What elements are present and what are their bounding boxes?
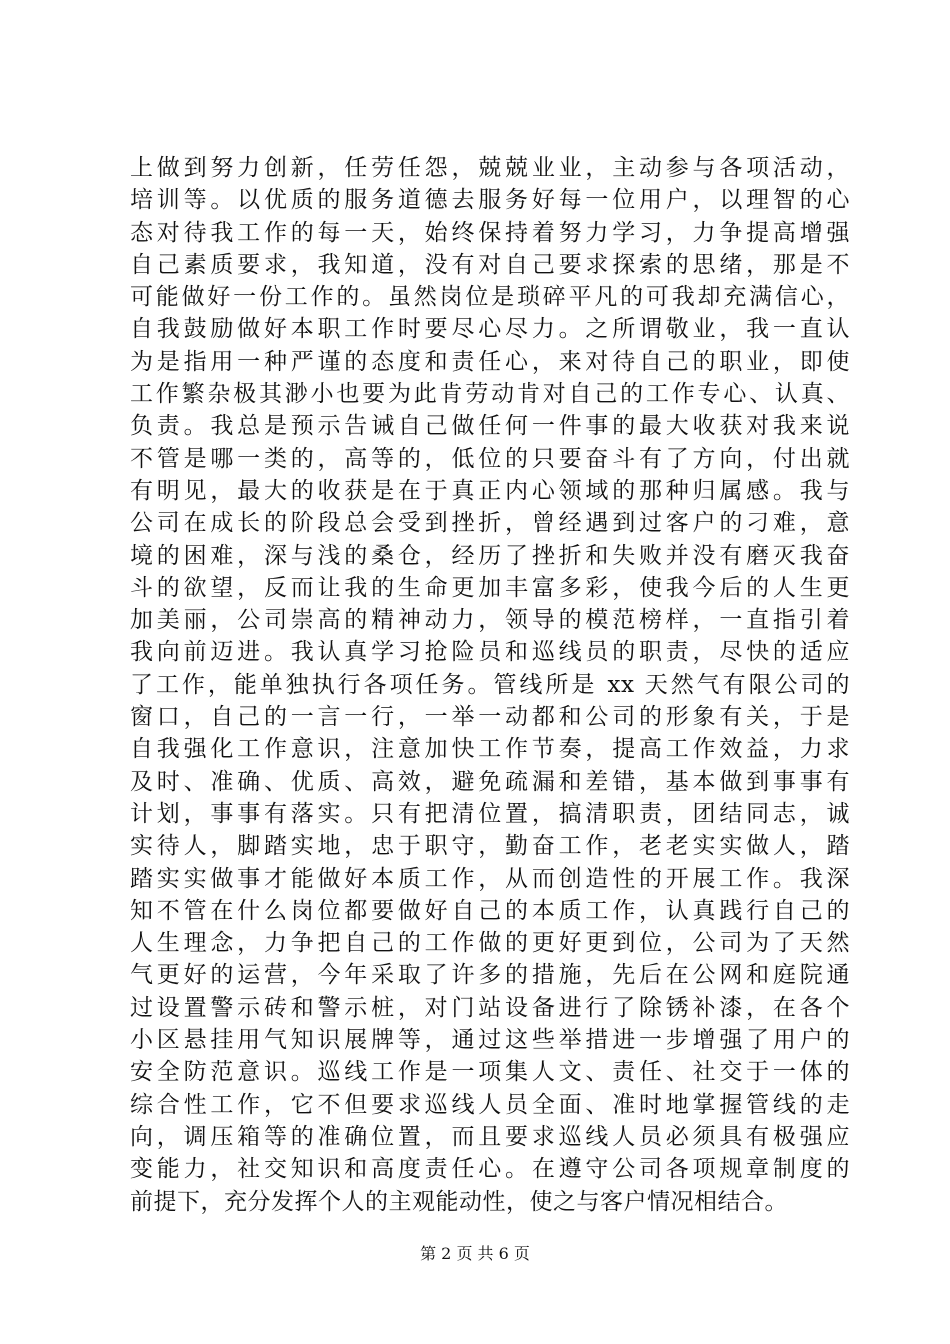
- text-line: 态对待我工作的每一天，始终保持着努力学习，力争提高增强: [130, 219, 850, 246]
- text-line: 自己素质要求，我知道，没有对自己要求探索的思绪，那是不: [130, 251, 850, 278]
- text-line: 工作繁杂极其渺小也要为此肯劳动肯对自己的工作专心、认真、: [130, 381, 850, 408]
- text-line: 向，调压箱等的准确位置，而且要求巡线人员必须具有极强应: [130, 1123, 850, 1150]
- body-paragraph: [130, 152, 850, 1218]
- text-line: 综合性工作，它不但要求巡线人员全面、准时地掌握管线的走: [130, 1091, 850, 1118]
- text-line: 上做到努力创新，任劳任怨，兢兢业业，主动参与各项活动，: [130, 155, 850, 181]
- text-line: 变能力，社交知识和高度责任心。在遵守公司各项规章制度的: [130, 1156, 850, 1183]
- text-line: 计划，事事有落实。只有把清位置，搞清职责，团结同志，诚: [130, 800, 850, 827]
- text-line: 过设置警示砖和警示桩，对门站设备进行了除锈补漆，在各个: [130, 994, 850, 1021]
- text-line: 负责。我总是预示告诫自己做任何一件事的最大收获对我来说: [130, 413, 850, 440]
- text-line: 公司在成长的阶段总会受到挫折，曾经遇到过客户的刁难，意: [130, 510, 850, 537]
- text-line: 了工作，能单独执行各项任务。管线所是 xx 天然气有限公司的: [130, 671, 850, 698]
- text-line: 培训等。以优质的服务道德去服务好每一位用户，以理智的心: [130, 187, 850, 214]
- text-line: 自我强化工作意识，注意加快工作节奏，提高工作效益，力求: [130, 736, 850, 763]
- text-line: 自我鼓励做好本职工作时要尽心尽力。之所谓敬业，我一直认: [130, 316, 850, 343]
- text-line: 实待人，脚踏实地，忠于职守，勤奋工作，老老实实做人，踏: [130, 833, 850, 860]
- text-line: 境的困难，深与浅的桑仓，经历了挫折和失败并没有磨灭我奋: [130, 542, 850, 569]
- text-line: 知不管在什么岗位都要做好自己的本质工作，认真践行自己的: [130, 897, 850, 924]
- text-line: 前提下，充分发挥个人的主观能动性，使之与客户情况相结合。: [130, 1188, 788, 1215]
- text-line: 气更好的运营，今年采取了许多的措施，先后在公网和庭院通: [130, 962, 850, 989]
- text-line: 为是指用一种严谨的态度和责任心，来对待自己的职业，即使: [130, 348, 850, 375]
- page-number-footer: 第 2 页 共 6 页: [420, 1244, 530, 1263]
- text-line: 可能做好一份工作的。虽然岗位是琐碎平凡的可我却充满信心，: [130, 284, 850, 311]
- text-line: 有明见，最大的收获是在于真正内心领域的那种归属感。我与: [130, 477, 850, 504]
- text-line: 不管是哪一类的，高等的，低位的只要奋斗有了方向，付出就: [130, 445, 850, 472]
- text-line: 我向前迈进。我认真学习抢险员和巡线员的职责，尽快的适应: [130, 639, 850, 666]
- text-line: 踏实实做事才能做好本质工作，从而创造性的开展工作。我深: [130, 865, 850, 892]
- text-line: 斗的欲望，反而让我的生命更加丰富多彩，使我今后的人生更: [130, 574, 850, 601]
- text-line: 及时、准确、优质、高效，避免疏漏和差错，基本做到事事有: [130, 768, 850, 795]
- text-line: 加美丽，公司崇高的精神动力，领导的模范榜样，一直指引着: [130, 607, 850, 634]
- text-line: 人生理念，力争把自己的工作做的更好更到位，公司为了天然: [130, 930, 850, 957]
- text-line: 安全防范意识。巡线工作是一项集人文、责任、社交于一体的: [130, 1059, 850, 1086]
- text-line: 小区悬挂用气知识展牌等，通过这些举措进一步增强了用户的: [130, 1027, 850, 1054]
- text-line: 窗口，自己的一言一行，一举一动都和公司的形象有关，于是: [130, 704, 850, 731]
